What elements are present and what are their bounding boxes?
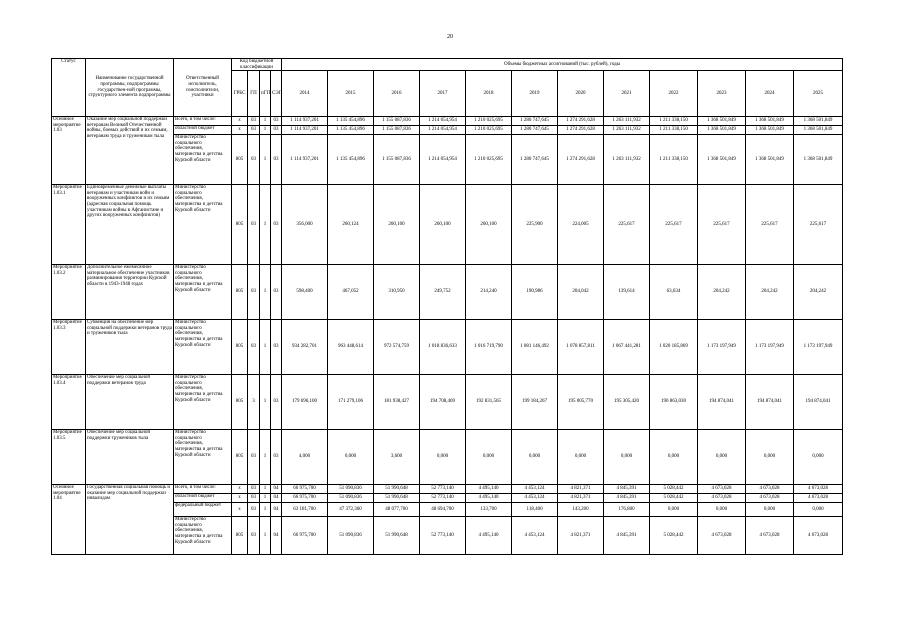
header-executor: Ответственный исполнитель, соисполнители, участники [174, 59, 232, 117]
amount-cell: 1 263 111,932 [604, 126, 650, 135]
code-cell: 1 [260, 135, 271, 185]
amount-cell: 0,000 [604, 430, 650, 485]
page-number: 20 [447, 34, 453, 40]
amount-cell: 1 368 501,849 [746, 126, 794, 135]
amount-cell: 0,000 [512, 430, 558, 485]
amount-cell: 4 845,391 [604, 485, 650, 494]
amount-cell: 1 368 501,849 [794, 117, 843, 126]
amount-cell: 192 831,565 [466, 375, 512, 430]
amount-cell: 199 184,267 [512, 375, 558, 430]
amount-cell: 190 863,030 [650, 375, 698, 430]
amount-cell: 139,614 [604, 265, 650, 320]
amount-cell: 0,000 [650, 503, 698, 517]
amount-cell: 195 305,420 [604, 375, 650, 430]
code-cell: 03 [248, 430, 260, 485]
header-code-3: пГП [260, 71, 271, 117]
header-year: 2020 [558, 71, 604, 117]
amount-cell: 225,617 [650, 185, 698, 265]
code-cell: 03 [271, 265, 282, 320]
executor-cell: Всего, в том числе: [174, 485, 232, 494]
status-cell: Мероприятие 1.03.5 [52, 430, 86, 485]
table-row [52, 485, 843, 494]
amount-cell: 4 673,028 [794, 485, 843, 494]
code-cell: 03 [271, 320, 282, 375]
amount-cell: 1 018 836,633 [420, 320, 466, 375]
amount-cell: 4 673,028 [698, 485, 746, 494]
amount-cell: 224,005 [558, 185, 604, 265]
amount-cell: 195 005,770 [558, 375, 604, 430]
amount-cell: 4 821,371 [558, 494, 604, 503]
amount-cell: 3,600 [374, 430, 420, 485]
header-year: 2016 [374, 71, 420, 117]
executor-cell: Министерство социального обеспечения, материнства и детства Курской области [174, 185, 232, 265]
amount-cell: 4 495,140 [466, 494, 512, 503]
amount-cell: 4 845,391 [604, 494, 650, 503]
header-year: 2021 [604, 71, 650, 117]
name-cell: Оказание мер социальной поддержки ветеранам Великой Отечественной войны, боевых действий и их семьям, ветеранам труда и труженикам тыла [86, 117, 174, 185]
header-year: 2022 [650, 71, 698, 117]
code-cell: 805 [232, 375, 248, 430]
code-cell: 03 [271, 126, 282, 135]
amount-cell: 260,124 [328, 185, 374, 265]
amount-cell: 1 214 054,954 [420, 135, 466, 185]
code-cell: 1 [260, 320, 271, 375]
code-cell: 805 [232, 320, 248, 375]
amount-cell: 194 874,041 [698, 375, 746, 430]
header-year: 2025 [794, 71, 843, 117]
status-cell: Основное мероприятие 1.04 [52, 485, 86, 555]
code-cell: 04 [271, 503, 282, 517]
amount-cell: 118,400 [512, 503, 558, 517]
code-cell: 1 [260, 485, 271, 494]
header-year: 2023 [698, 71, 746, 117]
header-name: Наименование государственной программы, подпрограммы государствен-ной программы, структурного элемента подпрограммы [86, 59, 174, 117]
code-cell: 04 [271, 494, 282, 503]
amount-cell: 260,100 [420, 185, 466, 265]
code-cell: 03 [271, 185, 282, 265]
amount-cell: 260,100 [374, 185, 420, 265]
budget-allocation-table [51, 58, 843, 555]
header-year: 2019 [512, 71, 558, 117]
amount-cell: 5 028,442 [650, 494, 698, 503]
amount-cell: 260,100 [466, 185, 512, 265]
amount-cell: 66 975,700 [282, 494, 328, 503]
amount-cell: 5 028,442 [650, 485, 698, 494]
amount-cell: 4 673,028 [746, 517, 794, 555]
amount-cell: 1 155 087,836 [374, 126, 420, 135]
code-cell: 805 [232, 185, 248, 265]
code-cell: 1 [260, 126, 271, 135]
amount-cell: 5 028,442 [650, 517, 698, 555]
table-row [52, 265, 843, 320]
header-year: 2015 [328, 71, 374, 117]
amount-cell: 1 078 857,811 [558, 320, 604, 375]
amount-cell: 52 773,140 [420, 494, 466, 503]
code-cell: 1 [260, 503, 271, 517]
code-cell: 04 [271, 485, 282, 494]
code-cell: 1 [260, 494, 271, 503]
amount-cell: 214,240 [466, 265, 512, 320]
table-row [52, 430, 843, 485]
amount-cell: 0,000 [420, 430, 466, 485]
name-cell: Субвенция на обеспечение мер социальной поддержки ветеранов труда и тружеников тыла [86, 320, 174, 375]
code-cell: 03 [271, 135, 282, 185]
amount-cell: 1 263 111,932 [604, 117, 650, 126]
amount-cell: 225,617 [604, 185, 650, 265]
table-row [52, 185, 843, 265]
amount-cell: 51 090,836 [328, 485, 374, 494]
amount-cell: 51 090,836 [328, 494, 374, 503]
amount-cell: 1 211 338,150 [650, 135, 698, 185]
amount-cell: 52 773,140 [420, 517, 466, 555]
amount-cell: 179 696,100 [282, 375, 328, 430]
executor-cell: Министерство социального обеспечения, материнства и детства Курской области [174, 135, 232, 185]
code-cell: 03 [248, 503, 260, 517]
amount-cell: 0,000 [650, 430, 698, 485]
amount-cell: 1 368 501,849 [698, 126, 746, 135]
code-cell: 805 [232, 517, 248, 555]
amount-cell: 51 990,648 [374, 485, 420, 494]
code-cell: 805 [232, 430, 248, 485]
amount-cell: 1 020 185,869 [650, 320, 698, 375]
amount-cell: 4 673,028 [698, 494, 746, 503]
amount-cell: 4 453,124 [512, 485, 558, 494]
amount-cell: 4 495,140 [466, 485, 512, 494]
amount-cell: 63,634 [650, 265, 698, 320]
amount-cell: 4 821,371 [558, 517, 604, 555]
amount-cell: 204,242 [698, 265, 746, 320]
amount-cell: 1 114 937,201 [282, 135, 328, 185]
amount-cell: 4 673,028 [746, 494, 794, 503]
code-cell: 03 [271, 375, 282, 430]
amount-cell: 1 114 937,201 [282, 117, 328, 126]
amount-cell: 1 135 454,896 [328, 126, 374, 135]
header-year: 2018 [466, 71, 512, 117]
code-cell: 03 [248, 117, 260, 126]
amount-cell: 1 067 441,281 [604, 320, 650, 375]
executor-cell: Министерство социального обеспечения, материнства и детства Курской области [174, 265, 232, 320]
amount-cell: 4 495,140 [466, 517, 512, 555]
amount-cell: 1 210 025,695 [466, 126, 512, 135]
amount-cell: 4,000 [282, 430, 328, 485]
code-cell: 03 [248, 485, 260, 494]
amount-cell: 52 773,140 [420, 485, 466, 494]
amount-cell: 1 135 454,896 [328, 135, 374, 185]
code-cell: 03 [248, 135, 260, 185]
code-cell: 805 [232, 265, 248, 320]
amount-cell: 0,000 [558, 430, 604, 485]
amount-cell: 204,042 [558, 265, 604, 320]
amount-cell: 194 874,041 [794, 375, 843, 430]
amount-cell: 0,000 [794, 430, 843, 485]
status-cell: Основное мероприятие 1.03 [52, 117, 86, 185]
amount-cell: 1 081 146,492 [512, 320, 558, 375]
amount-cell: 1 368 501,849 [794, 135, 843, 185]
amount-cell: 0,000 [746, 430, 794, 485]
code-cell: 03 [248, 517, 260, 555]
amount-cell: 0,000 [698, 430, 746, 485]
executor-cell: федеральный бюджет [174, 503, 232, 517]
amount-cell: 4 453,124 [512, 494, 558, 503]
code-cell: 03 [271, 430, 282, 485]
amount-cell: 0,000 [794, 503, 843, 517]
code-cell: 1 [260, 265, 271, 320]
amount-cell: 225,617 [698, 185, 746, 265]
amount-cell: 1 368 501,849 [746, 135, 794, 185]
amount-cell: 204,242 [794, 265, 843, 320]
amount-cell: 51 090,836 [328, 517, 374, 555]
amount-cell: 143,200 [558, 503, 604, 517]
code-cell: 03 [271, 117, 282, 126]
amount-cell: 356,000 [282, 185, 328, 265]
name-cell: Обеспечение мер социальной поддержки ветеранов труда [86, 375, 174, 430]
amount-cell: 1 274 291,628 [558, 117, 604, 126]
header-code-1: ГРБС [232, 71, 248, 117]
amount-cell: 1 280 747,645 [512, 117, 558, 126]
name-cell: Единовременные денежные выплаты ветеранам и участникам войн и вооруженных конфликтов и их семьям (адресная социальная помощь участникам войны в Афганистане и других вооруженных конфликтов) [86, 185, 174, 265]
code-cell: 1 [260, 375, 271, 430]
code-cell: 04 [271, 517, 282, 555]
code-cell: 03 [248, 185, 260, 265]
amount-cell: 63 181,700 [282, 503, 328, 517]
amount-cell: 1 210 025,695 [466, 117, 512, 126]
executor-cell: Министерство социального обеспечения, материнства и детства Курской области [174, 375, 232, 430]
amount-cell: 225,617 [794, 185, 843, 265]
code-cell: 03 [248, 494, 260, 503]
amount-cell: 190,986 [512, 265, 558, 320]
amount-cell: 48 694,700 [420, 503, 466, 517]
amount-cell: 1 135 454,896 [328, 117, 374, 126]
code-cell: 1 [260, 185, 271, 265]
amount-cell: 934 282,701 [282, 320, 328, 375]
amount-cell: 0,000 [466, 430, 512, 485]
amount-cell: 1 214 054,954 [420, 117, 466, 126]
code-cell: x [232, 126, 248, 135]
header-year: 2014 [282, 71, 328, 117]
executor-cell: Министерство социального обеспечения, материнства и детства Курской области [174, 430, 232, 485]
table-row [52, 320, 843, 375]
header-amounts-group: Объемы бюджетных ассигнований (тыс. рублей), годы [282, 59, 843, 71]
amount-cell: 194 708,469 [420, 375, 466, 430]
table-row [52, 375, 843, 430]
amount-cell: 1 173 197,949 [698, 320, 746, 375]
amount-cell: 181 938,427 [374, 375, 420, 430]
amount-cell: 1 368 501,849 [746, 117, 794, 126]
amount-cell: 1 280 747,645 [512, 126, 558, 135]
amount-cell: 1 211 338,150 [650, 126, 698, 135]
amount-cell: 4 845,391 [604, 517, 650, 555]
code-cell: x [232, 485, 248, 494]
executor-cell: областной бюджет [174, 126, 232, 135]
amount-cell: 4 821,371 [558, 485, 604, 494]
header-code-4: СЭП [271, 71, 282, 117]
code-cell: 03 [248, 265, 260, 320]
code-cell: x [232, 494, 248, 503]
header-code-2: ГП [248, 71, 260, 117]
amount-cell: 4 673,028 [794, 517, 843, 555]
amount-cell: 204,242 [746, 265, 794, 320]
amount-cell: 0,000 [328, 430, 374, 485]
executor-cell: областной бюджет [174, 494, 232, 503]
amount-cell: 51 990,648 [374, 494, 420, 503]
code-cell: 03 [248, 320, 260, 375]
amount-cell: 1 211 338,150 [650, 117, 698, 126]
amount-cell: 1 114 937,201 [282, 126, 328, 135]
amount-cell: 4 673,028 [794, 494, 843, 503]
header-year: 2017 [420, 71, 466, 117]
executor-cell: Министерство социального обеспечения, материнства и детства Курской области [174, 517, 232, 555]
code-cell: 3 [248, 375, 260, 430]
amount-cell: 1 173 197,949 [794, 320, 843, 375]
amount-cell: 1 214 054,954 [420, 126, 466, 135]
amount-cell: 133,700 [466, 503, 512, 517]
amount-cell: 598,400 [282, 265, 328, 320]
table-row [52, 117, 843, 126]
amount-cell: 171 279,106 [328, 375, 374, 430]
amount-cell: 4 673,028 [698, 517, 746, 555]
amount-cell: 1 280 747,645 [512, 135, 558, 185]
amount-cell: 1 155 087,836 [374, 135, 420, 185]
amount-cell: 1 016 719,790 [466, 320, 512, 375]
amount-cell: 1 155 087,836 [374, 117, 420, 126]
status-cell: Мероприятие 1.03.3 [52, 320, 86, 375]
amount-cell: 225,617 [746, 185, 794, 265]
amount-cell: 225,900 [512, 185, 558, 265]
amount-cell: 467,052 [328, 265, 374, 320]
code-cell: 805 [232, 135, 248, 185]
executor-cell: Всего, в том числе: [174, 117, 232, 126]
name-cell: Государственная социальная помощь и оказание мер социальной поддержки инвалидам [86, 485, 174, 555]
code-cell: x [232, 503, 248, 517]
name-cell: Дополнительное ежемесячное материальное обеспечение участников разминирования территории Курской области в 1943-1948 годах [86, 265, 174, 320]
amount-cell: 1 368 501,849 [698, 135, 746, 185]
executor-cell: Министерство социального обеспечения, материнства и детства Курской области [174, 320, 232, 375]
amount-cell: 47 372,360 [328, 503, 374, 517]
amount-cell: 963 448,614 [328, 320, 374, 375]
amount-cell: 4 453,124 [512, 517, 558, 555]
amount-cell: 66 975,700 [282, 485, 328, 494]
amount-cell: 249,752 [420, 265, 466, 320]
header-code-group: Код бюджетной классификации [232, 59, 282, 71]
amount-cell: 48 077,700 [374, 503, 420, 517]
code-cell: 03 [248, 126, 260, 135]
amount-cell: 176,800 [604, 503, 650, 517]
amount-cell: 1 368 501,849 [698, 117, 746, 126]
amount-cell: 51 990,648 [374, 517, 420, 555]
header-status: Статус [52, 59, 86, 117]
header-year: 2024 [746, 71, 794, 117]
amount-cell: 1 263 111,932 [604, 135, 650, 185]
code-cell: 1 [260, 430, 271, 485]
code-cell: 1 [260, 117, 271, 126]
amount-cell: 310,950 [374, 265, 420, 320]
amount-cell: 4 673,028 [746, 485, 794, 494]
amount-cell: 1 210 025,695 [466, 135, 512, 185]
amount-cell: 1 274 291,628 [558, 126, 604, 135]
status-cell: Мероприятие 1.03.2 [52, 265, 86, 320]
status-cell: Мероприятие 1.03.4 [52, 375, 86, 430]
amount-cell: 194 874,041 [746, 375, 794, 430]
code-cell: 1 [260, 517, 271, 555]
amount-cell: 0,000 [698, 503, 746, 517]
amount-cell: 1 368 501,849 [794, 126, 843, 135]
amount-cell: 66 975,700 [282, 517, 328, 555]
amount-cell: 1 173 197,949 [746, 320, 794, 375]
amount-cell: 0,000 [746, 503, 794, 517]
status-cell: Мероприятие 1.03.1 [52, 185, 86, 265]
code-cell: x [232, 117, 248, 126]
name-cell: Обеспечение мер социальной поддержки тружеников тыла [86, 430, 174, 485]
amount-cell: 972 574,759 [374, 320, 420, 375]
amount-cell: 1 274 291,628 [558, 135, 604, 185]
